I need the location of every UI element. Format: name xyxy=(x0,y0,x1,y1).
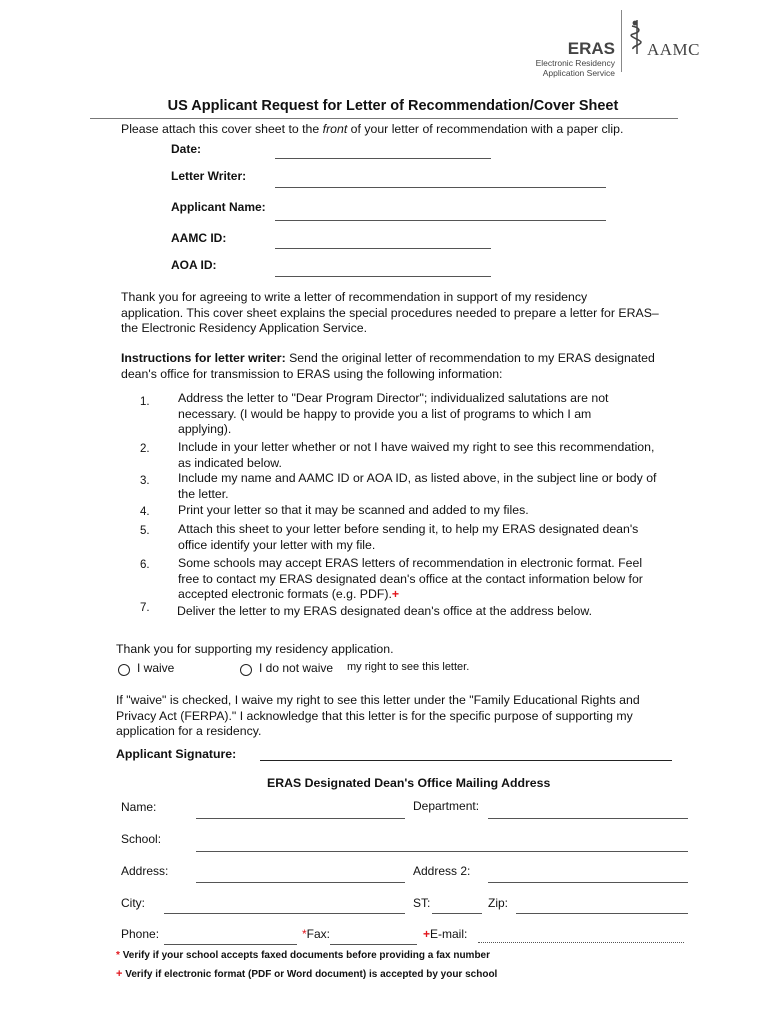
dean-name-label: Name: xyxy=(121,800,157,814)
instructions-line-1: Send the original letter of recommendation to my ERAS designated xyxy=(285,351,655,365)
title-rule xyxy=(90,118,678,119)
thanks-line-3: the Electronic Residency Application Service. xyxy=(121,321,368,335)
step-item xyxy=(178,391,678,438)
phone-field[interactable] xyxy=(164,944,297,945)
letter-writer-label: Letter Writer: xyxy=(171,169,247,183)
signature-field[interactable] xyxy=(260,760,672,761)
fax-star-mark: * xyxy=(302,927,307,941)
step-number: 6. xyxy=(140,559,150,571)
school-field[interactable] xyxy=(196,851,688,852)
email-field[interactable] xyxy=(478,942,684,943)
step-line: Include my name and AAMC ID or AOA ID, as listed above, in the subject line or body of xyxy=(178,471,657,485)
address-field[interactable] xyxy=(196,882,405,883)
support-text: Thank you for supporting my residency application. xyxy=(116,642,394,656)
applicant-name-field[interactable] xyxy=(275,220,606,221)
zip-label: Zip: xyxy=(488,896,509,910)
format-footnote xyxy=(116,968,497,980)
waive-label: I waive xyxy=(137,661,175,675)
eras-logo xyxy=(527,40,615,78)
fax-label-text: Fax: xyxy=(306,927,331,941)
aamc-logo: AAMC xyxy=(647,40,701,59)
step-line: Attach this sheet to your letter before sending it, to help my ERAS designated dean's xyxy=(178,522,639,536)
step-line: as indicated below. xyxy=(178,455,282,470)
page-title: US Applicant Request for Letter of Recommendation/Cover Sheet xyxy=(167,98,619,114)
dean-office-heading: ERAS Designated Dean's Office Mailing Address xyxy=(267,776,551,790)
state-field[interactable] xyxy=(432,913,482,914)
intro-after: of your letter of recommendation with a paper clip. xyxy=(347,122,624,136)
fax-footnote xyxy=(116,950,490,961)
thanks-line-1: Thank you for agreeing to write a letter of recommendation in support of my residency xyxy=(121,290,588,304)
intro-italic: front xyxy=(322,122,348,136)
instructions-line-2: dean's office for transmission to ERAS using the following information: xyxy=(121,366,503,381)
date-field[interactable] xyxy=(275,158,491,159)
date-label: Date: xyxy=(171,142,202,156)
step-number: 4. xyxy=(140,506,150,518)
step-line: Address the letter to "Dear Program Director"; individualized salutations are not xyxy=(178,391,609,405)
school-label: School: xyxy=(121,832,162,846)
caduceus-icon xyxy=(627,18,647,56)
step-line: necessary. (I would be happy to provide you a list of programs to which I am xyxy=(178,406,592,421)
state-label: ST: xyxy=(413,896,431,910)
signature-label: Applicant Signature: xyxy=(116,747,237,761)
email-format-plus-mark: + xyxy=(391,587,400,602)
step-line: accepted electronic formats (e.g. PDF). xyxy=(178,587,392,602)
address-label: Address: xyxy=(121,864,169,878)
fax-field[interactable] xyxy=(330,944,417,945)
applicant-name-label: Applicant Name: xyxy=(171,200,266,214)
intro-before: Please attach this cover sheet to the xyxy=(121,122,323,136)
step-line: the letter. xyxy=(178,486,229,501)
department-label: Department: xyxy=(413,799,480,813)
step-number: 3. xyxy=(140,475,150,487)
logo-divider xyxy=(621,10,622,72)
ferpa-line-2: Privacy Act (FERPA)." I acknowledge that this letter is for the specific purpose of supporting my xyxy=(116,708,633,723)
thanks-paragraph xyxy=(121,290,659,337)
email-plus-mark: + xyxy=(423,927,431,941)
step-item xyxy=(178,556,678,603)
step-line: free to contact my ERAS designated dean's office at the contact information below for xyxy=(178,571,643,586)
address2-field[interactable] xyxy=(488,882,688,883)
intro-text xyxy=(121,122,623,138)
not-waive-label: I do not waive xyxy=(259,661,334,675)
eras-title: ERAS xyxy=(567,39,615,58)
letter-writer-field[interactable] xyxy=(275,187,606,188)
waive-suffix: my right to see this letter. xyxy=(347,661,470,673)
not-waive-radio[interactable] xyxy=(240,664,252,676)
step-item xyxy=(177,604,677,620)
city-label: City: xyxy=(121,896,145,910)
instructions-heading: Instructions for letter writer: xyxy=(121,351,286,365)
step-item xyxy=(178,503,678,519)
address2-label: Address 2: xyxy=(413,864,471,878)
ferpa-paragraph xyxy=(116,693,640,740)
step-line: office identify your letter with my file. xyxy=(178,537,376,552)
waive-radio[interactable] xyxy=(118,664,130,676)
step-number: 2. xyxy=(140,443,150,455)
step-line: applying). xyxy=(178,422,232,437)
format-footnote-text: Verify if electronic format (PDF or Word document) is accepted by your school xyxy=(125,969,498,980)
aoa-id-label: AOA ID: xyxy=(171,258,217,272)
ferpa-line-1: If "waive" is checked, I waive my right to see this letter under the "Family Educational Rights and xyxy=(116,693,640,707)
step-line: Some schools may accept ERAS letters of recommendation in electronic format. Feel xyxy=(178,556,643,570)
email-label-text: E-mail: xyxy=(430,927,468,941)
instructions-paragraph xyxy=(121,351,655,382)
eras-subtitle-2: Application Service xyxy=(542,68,615,78)
fax-footnote-star: * xyxy=(116,950,120,961)
fax-footnote-text: Verify if your school accepts faxed documents before providing a fax number xyxy=(122,950,491,961)
city-field[interactable] xyxy=(164,913,405,914)
aoa-id-field[interactable] xyxy=(275,276,491,277)
step-line: Deliver the letter to my ERAS designated dean's office at the address below. xyxy=(177,604,592,618)
thanks-line-2: application. This cover sheet explains the special procedures needed to prepare a letter for ERAS– xyxy=(121,305,659,320)
phone-label: Phone: xyxy=(121,927,160,941)
step-item xyxy=(178,440,678,471)
email-label xyxy=(423,927,467,941)
dean-name-field[interactable] xyxy=(196,818,405,819)
zip-field[interactable] xyxy=(516,913,688,914)
step-number: 1. xyxy=(140,396,150,408)
fax-label xyxy=(302,927,330,941)
aamc-id-field[interactable] xyxy=(275,248,491,249)
eras-subtitle-1: Electronic Residency xyxy=(535,58,615,68)
step-line: Include in your letter whether or not I have waived my right to see this recommendation, xyxy=(178,440,655,454)
aamc-id-label: AAMC ID: xyxy=(171,231,227,245)
format-footnote-plus: + xyxy=(116,968,123,980)
step-item xyxy=(178,471,678,502)
ferpa-line-3: application for a residency. xyxy=(116,724,262,738)
step-number: 7. xyxy=(140,602,150,614)
step-number: 5. xyxy=(140,525,150,537)
step-line: Print your letter so that it may be scanned and added to my files. xyxy=(178,503,529,517)
department-field[interactable] xyxy=(488,818,688,819)
step-item xyxy=(178,522,678,553)
